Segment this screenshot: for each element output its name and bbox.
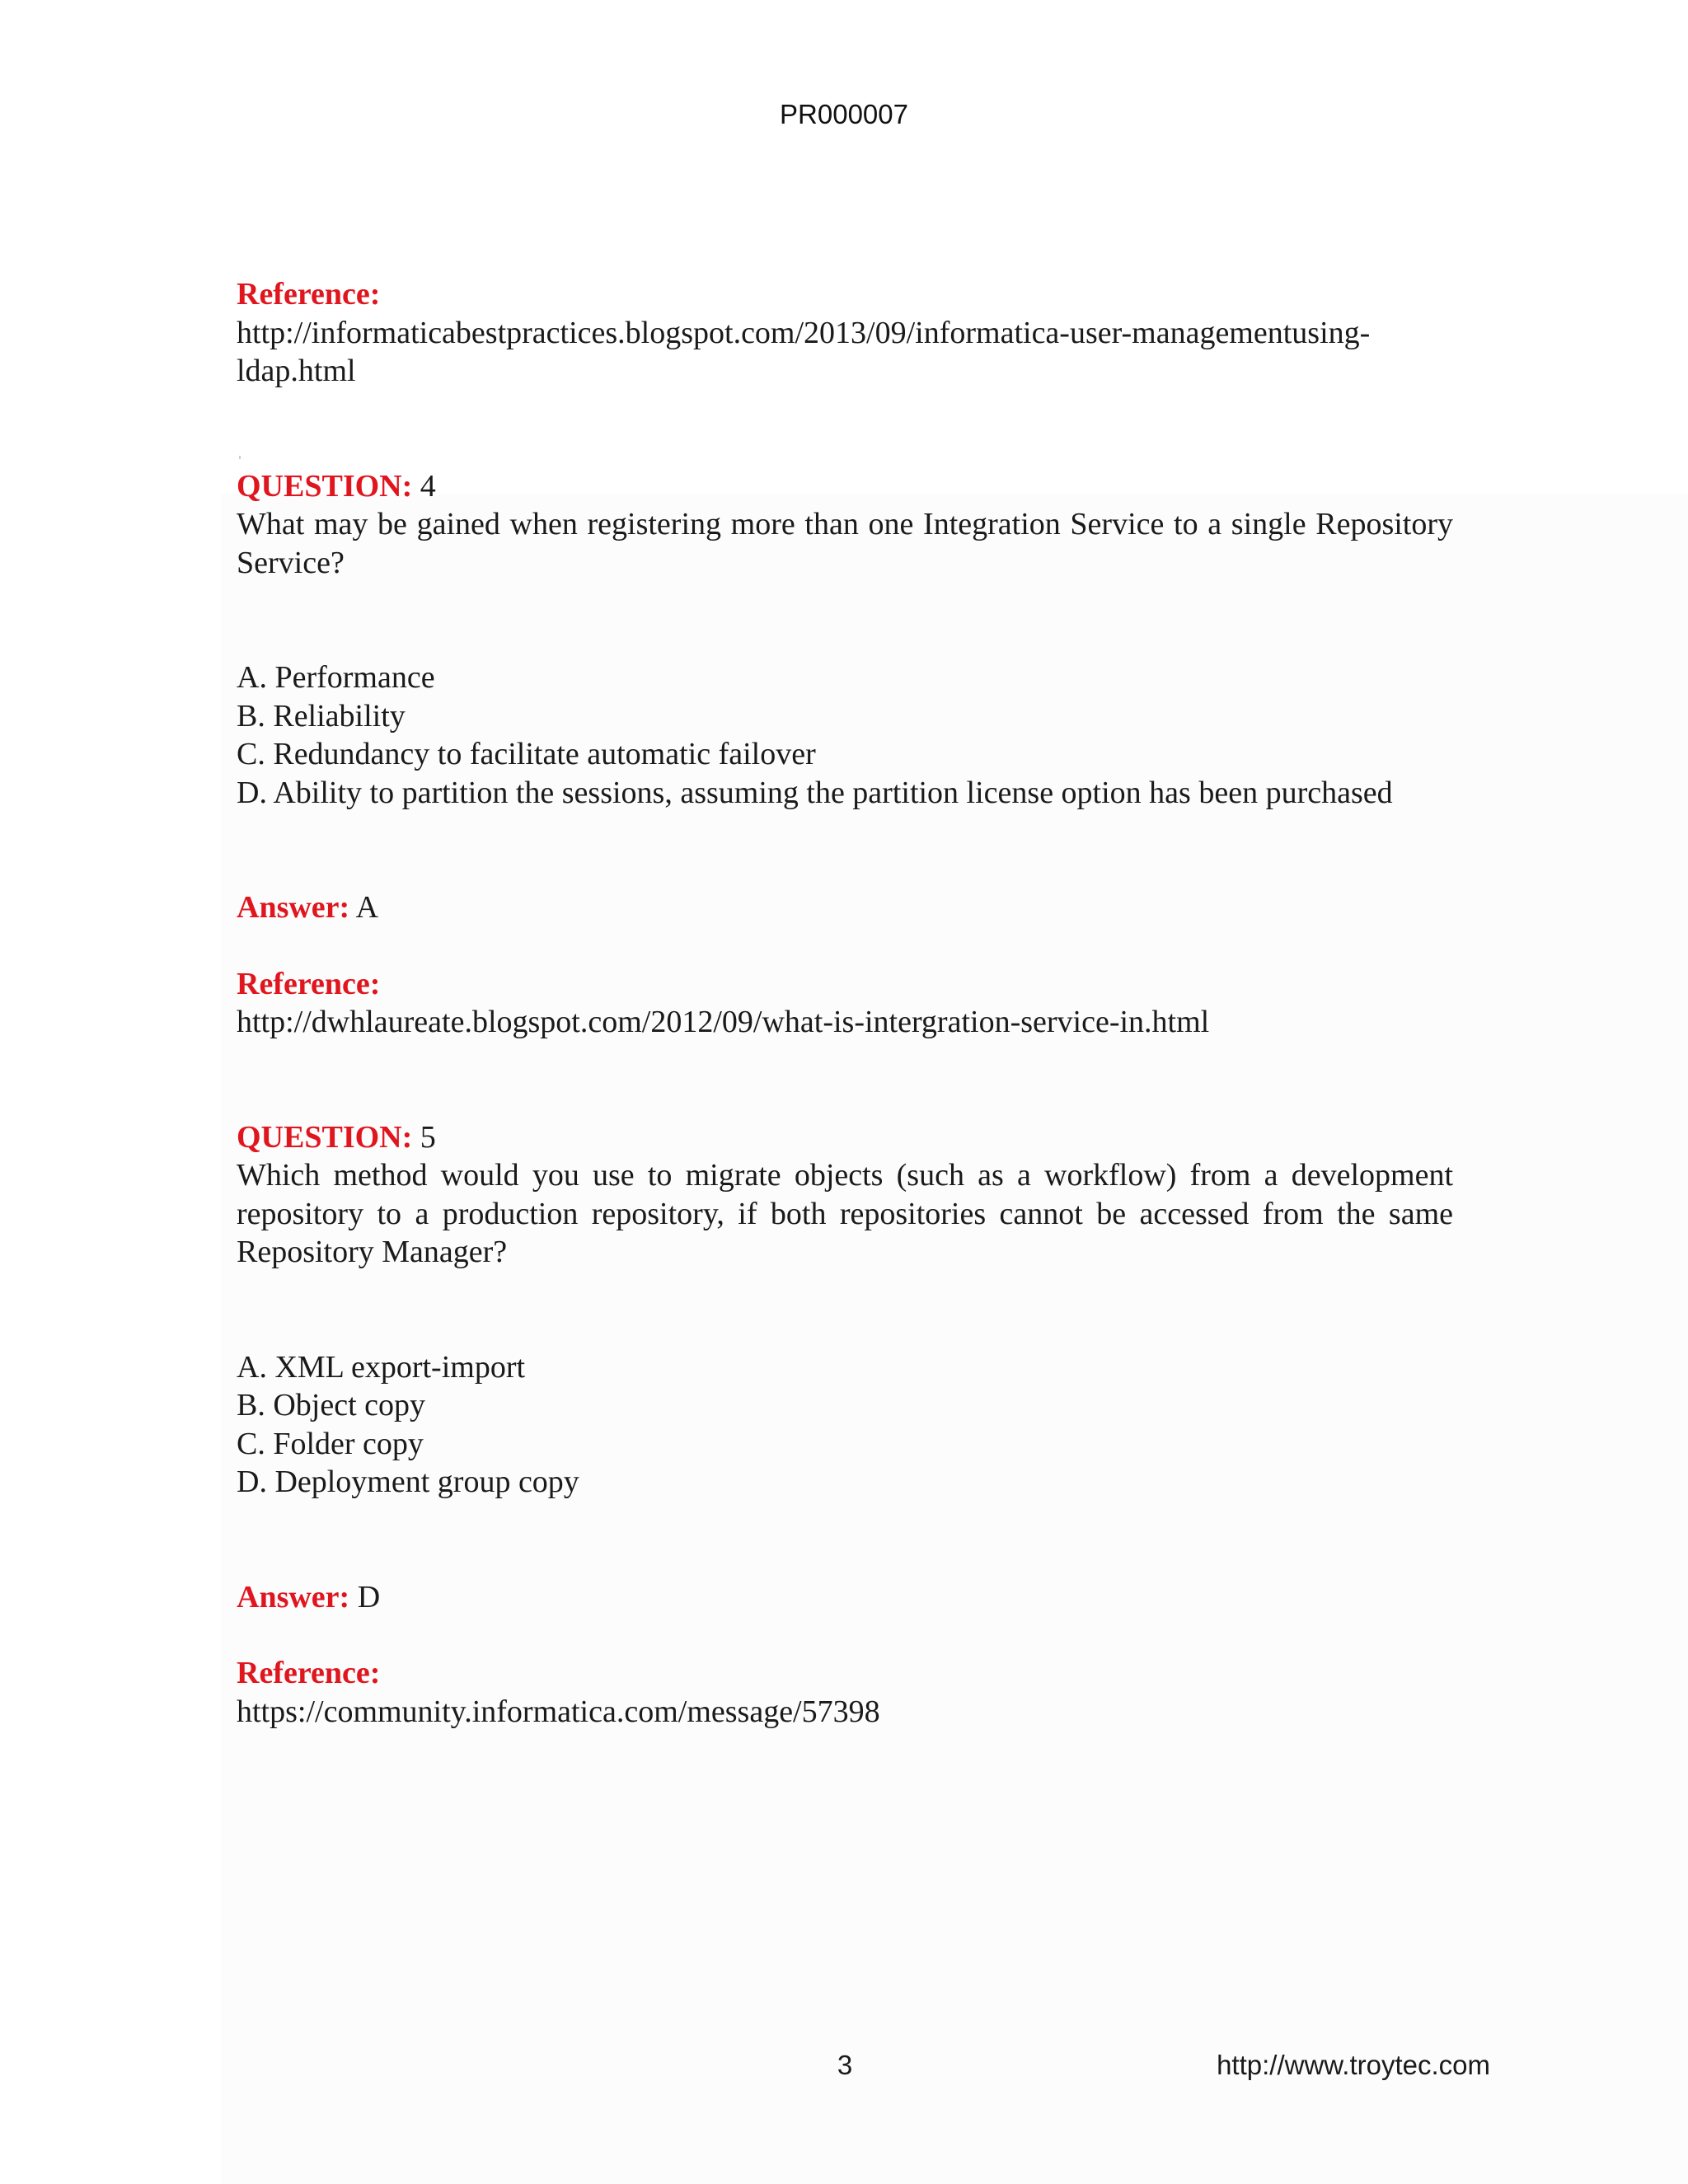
question-text: What may be gained when registering more than one Integration Service to a single Repository Service? — [237, 507, 1453, 580]
reference-label: Reference: — [237, 966, 381, 1001]
reference-url: https://community.informatica.com/message/57398 — [237, 1694, 880, 1729]
question-block-5 — [237, 1118, 1453, 1732]
reference-block — [237, 1654, 1453, 1731]
page-number: 3 — [837, 2050, 853, 2080]
question-number: 4 — [420, 468, 436, 504]
answer-value: A — [355, 890, 379, 925]
question-label: QUESTION: — [237, 1119, 413, 1155]
question-text: Which method would you use to migrate objects (such as a workflow) from a development repository to a production repository, if both repositories cannot be accessed from the same Repository Manager? — [237, 1158, 1453, 1269]
answer-value: D — [357, 1579, 381, 1615]
document-header-code: PR000007 — [780, 99, 908, 129]
option-c: C. Folder copy — [237, 1426, 424, 1461]
option-c: C. Redundancy to facilitate automatic failover — [237, 737, 816, 771]
reference-label: Reference: — [237, 1656, 381, 1690]
question-heading — [237, 467, 1453, 506]
options-list — [237, 658, 1453, 812]
question-heading — [237, 1118, 1453, 1157]
question-number: 5 — [420, 1119, 436, 1155]
answer-label: Answer: — [237, 1579, 350, 1615]
question-label: QUESTION: — [237, 468, 413, 504]
option-a: A. XML export-import — [237, 1349, 526, 1385]
question-block-4 — [237, 467, 1453, 1042]
document-body — [237, 275, 1453, 1731]
option-d: D. Deployment group copy — [237, 1465, 579, 1499]
options-list — [237, 1348, 1453, 1502]
answer-line — [237, 1578, 1453, 1617]
reference-url: http://dwhlaureate.blogspot.com/2012/09/what-is-intergration-service-in.html — [237, 1005, 1210, 1039]
reference-url-line2: ldap.html — [237, 354, 356, 388]
reference-block — [237, 965, 1453, 1042]
option-d: D. Ability to partition the sessions, assuming the partition license option has been purchased — [237, 775, 1393, 810]
option-a: A. Performance — [237, 660, 435, 695]
reference-label: Reference: — [237, 277, 381, 312]
reference-block — [237, 275, 1453, 391]
footer-link[interactable]: http://www.troytec.com — [1217, 2050, 1490, 2080]
option-b: B. Object copy — [237, 1388, 426, 1422]
answer-line — [237, 888, 1453, 927]
reference-url-line1: http://informaticabestpractices.blogspot.com/2013/09/informatica-user-managementusing- — [237, 315, 1371, 350]
option-b: B. Reliability — [237, 698, 406, 733]
answer-label: Answer: — [237, 890, 350, 925]
